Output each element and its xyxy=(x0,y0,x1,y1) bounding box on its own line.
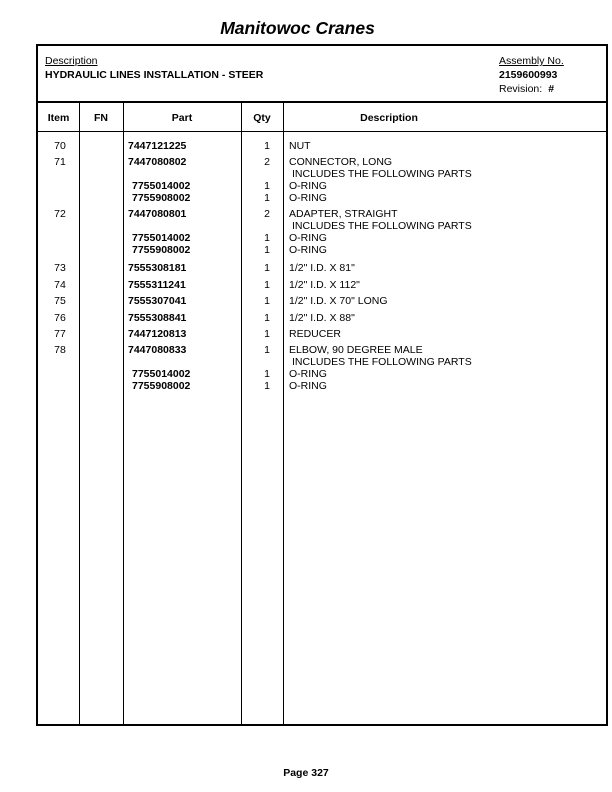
table-row xyxy=(38,312,606,325)
part-description: INCLUDES THE FOLLOWING PARTS xyxy=(292,168,472,180)
table-row xyxy=(38,192,606,205)
part-description: O-RING xyxy=(289,368,327,380)
part-description: O-RING xyxy=(289,180,327,192)
quantity: 1 xyxy=(264,279,270,291)
item-number: 70 xyxy=(54,140,66,152)
description-label: Description xyxy=(45,55,98,67)
item-number: 77 xyxy=(54,328,66,340)
part-number: 7755908002 xyxy=(132,380,191,392)
quantity: 1 xyxy=(264,312,270,324)
quantity: 1 xyxy=(264,180,270,192)
part-number: 7755908002 xyxy=(132,244,191,256)
description-value: HYDRAULIC LINES INSTALLATION - STEER xyxy=(45,69,264,81)
item-number: 74 xyxy=(54,279,66,291)
column-header-qty: Qty xyxy=(253,112,271,124)
assembly-header xyxy=(38,46,606,103)
quantity: 1 xyxy=(264,244,270,256)
quantity: 1 xyxy=(264,344,270,356)
table-row xyxy=(38,262,606,275)
part-description: INCLUDES THE FOLLOWING PARTS xyxy=(292,356,472,368)
part-number: 7447121225 xyxy=(128,140,187,152)
column-header-fn: FN xyxy=(94,112,108,124)
table-row xyxy=(38,380,606,393)
assembly-value: 2159600993 xyxy=(499,69,558,81)
part-description: CONNECTOR, LONG xyxy=(289,156,393,168)
quantity: 2 xyxy=(264,156,270,168)
part-number: 7755014002 xyxy=(132,368,191,380)
quantity: 1 xyxy=(264,328,270,340)
item-number: 76 xyxy=(54,312,66,324)
part-description: 1/2" I.D. X 81" xyxy=(289,262,355,274)
column-header-part: Part xyxy=(171,112,193,124)
part-description: O-RING xyxy=(289,192,327,204)
part-number: 7555308181 xyxy=(128,262,187,274)
column-header-item: Item xyxy=(47,112,70,124)
part-description: 1/2" I.D. X 70" LONG xyxy=(289,295,388,307)
part-description: NUT xyxy=(289,140,311,152)
quantity: 1 xyxy=(264,262,270,274)
part-number: 7555311241 xyxy=(128,279,186,291)
parts-list-frame xyxy=(36,44,608,726)
quantity: 1 xyxy=(264,232,270,244)
part-number: 7447080801 xyxy=(128,208,187,220)
quantity: 1 xyxy=(264,140,270,152)
part-description: INCLUDES THE FOLLOWING PARTS xyxy=(292,220,472,232)
page-number: Page 327 xyxy=(283,767,329,779)
part-description: ELBOW, 90 DEGREE MALE xyxy=(289,344,423,356)
part-number: 7447120813 xyxy=(128,328,187,340)
part-number: 7755908002 xyxy=(132,192,191,204)
revision xyxy=(499,83,554,95)
column-header-divider xyxy=(38,131,606,132)
part-number: 7755014002 xyxy=(132,180,191,192)
item-number: 73 xyxy=(54,262,66,274)
table-row xyxy=(38,279,606,292)
table-row xyxy=(38,328,606,341)
part-description: 1/2" I.D. X 112" xyxy=(289,279,360,291)
part-number: 7555307041 xyxy=(128,295,187,307)
part-number: 7447080802 xyxy=(128,156,187,168)
item-number: 72 xyxy=(54,208,66,220)
part-description: ADAPTER, STRAIGHT xyxy=(289,208,398,220)
quantity: 1 xyxy=(264,380,270,392)
part-description: O-RING xyxy=(289,380,327,392)
part-description: REDUCER xyxy=(289,328,341,340)
quantity: 1 xyxy=(264,192,270,204)
part-number: 7447080833 xyxy=(128,344,187,356)
item-number: 78 xyxy=(54,344,66,356)
column-header-description: Description xyxy=(360,112,418,124)
item-number: 71 xyxy=(54,156,66,168)
table-row xyxy=(38,244,606,257)
item-number: 75 xyxy=(54,295,66,307)
revision-value: # xyxy=(548,83,555,95)
part-description: O-RING xyxy=(289,244,327,256)
quantity: 1 xyxy=(264,368,270,380)
document-title: Manitowoc Cranes xyxy=(220,18,375,38)
part-number: 7755014002 xyxy=(132,232,191,244)
part-number: 7555308841 xyxy=(128,312,187,324)
part-description: 1/2" I.D. X 88" xyxy=(289,312,355,324)
table-row xyxy=(38,140,606,153)
part-description: O-RING xyxy=(289,232,327,244)
quantity: 2 xyxy=(264,208,270,220)
assembly-label: Assembly No. xyxy=(499,55,564,67)
quantity: 1 xyxy=(264,295,270,307)
table-row xyxy=(38,295,606,308)
revision-label: Revision: xyxy=(499,83,543,95)
